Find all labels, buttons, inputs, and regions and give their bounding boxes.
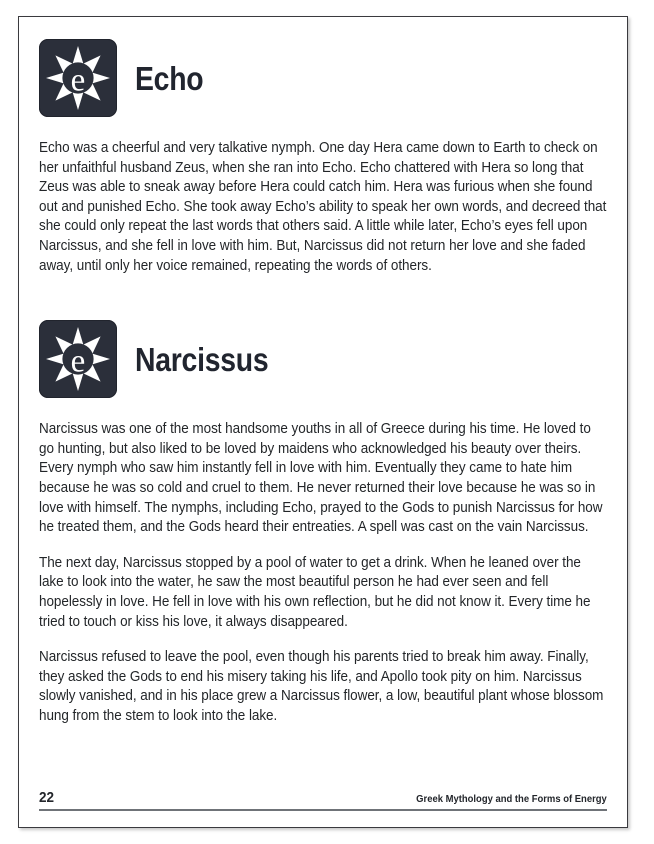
section-spacer [39,276,607,320]
section-body-echo [39,139,607,276]
page-footer [39,785,607,811]
page-content [39,39,607,807]
section-heading-narcissus [39,320,607,398]
footer-document-title: Greek Mythology and the Forms of Energy [416,793,607,805]
paragraph: The next day, Narcissus stopped by a pool of water to get a drink. When he leaned over the lake to look into the water, he saw the most beautiful person he had ever seen and fell hopelessly in love. He fell in love with his own reflection, but he did not know it. Every time he tried to touch or kiss his love, it always disappeared. [39,554,591,630]
page-number: 22 [39,789,55,806]
paragraph: Narcissus was one of the most handsome youths in all of Greece during his time. He loved to go hunting, but also liked to be loved by maidens who acknowledged his beauty over theirs. Every nymph who saw him instantly fell in love with him. Eventually they came to hate him because he was so cold and cruel to them. He never returned their love because he was so in love with himself. The nymphs, including Echo, prayed to the Gods to punish Narcissus for how he treated them, and the Gods heard their entreaties. A spell was cast on the vain Narcissus. [39,421,603,536]
section-body-narcissus [39,420,607,726]
section-title: Echo [135,59,204,97]
page-sheet [18,16,628,828]
sunburst-e-icon [39,320,117,398]
section-heading-echo [39,39,607,117]
icon-letter: e [70,62,86,99]
section-title: Narcissus [135,340,269,378]
icon-letter: e [70,343,86,380]
paragraph: Narcissus refused to leave the pool, even though his parents tried to break him away. Finally, they asked the Gods to end his misery taking his life, and Apollo took pity on him. Narcissus slowly vanished, and in his place grew a Narcissus flower, a low, beautiful plant whose blossom hung from the stem to look into the lake. [39,649,604,724]
paragraph: Echo was a cheerful and very talkative nymph. One day Hera came down to Earth to check on her unfaithful husband Zeus, when she ran into Echo. Echo chattered with Hera so long that Zeus was able to sneak away before Hera could catch him. Hera was furious when she found out and punished Echo. She took away Echo’s ability to speak her own words, and decreed that she could only repeat the last words that others said. A little while later, Echo’s eyes fell upon Narcissus, and she fell in love with him. But, Narcissus did not return her love and she faded away, until only her voice remained, repeating the words of others. [39,140,607,274]
sunburst-e-icon [39,39,117,117]
footer-divider [39,809,607,811]
